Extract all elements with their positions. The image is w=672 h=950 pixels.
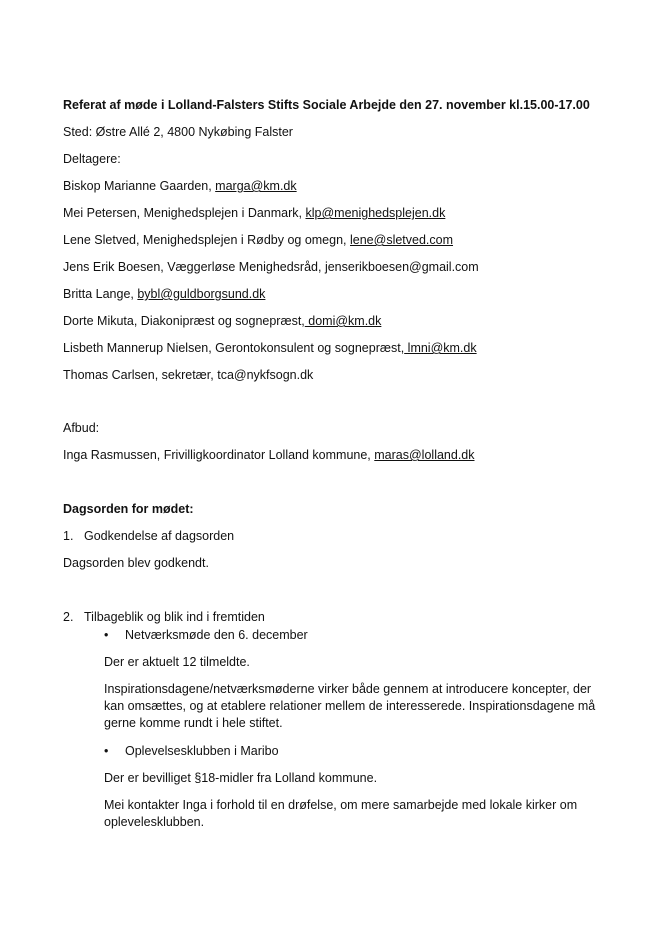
participant-text: Britta Lange, [63, 287, 138, 301]
participant-row [63, 286, 265, 302]
email-link[interactable]: klp@menighedsplejen.dk [305, 206, 446, 220]
bullet-text: Der er aktuelt 12 tilmeldte. [104, 655, 250, 669]
bullet-text: oplevelesklubben. [104, 815, 205, 829]
participant-row [63, 205, 445, 221]
participant-row [63, 340, 477, 356]
participants-label: Deltagere: [63, 152, 121, 166]
bullet-icon: • [104, 628, 109, 642]
meeting-location: Sted: Østre Allé 2, 4800 Nykøbing Falster [63, 125, 293, 139]
agenda-item-number: 1. [63, 529, 74, 543]
participant-text: Lene Sletved, Menighedsplejen i Rødby og omegn, [63, 233, 350, 247]
absent-row [63, 447, 475, 463]
bullet-text: gerne komme rundt i hele stiftet. [104, 716, 283, 730]
page-title: Referat af møde i Lolland-Falsters Stifts Sociale Arbejde den 27. november kl.15.00-17.00 [63, 98, 590, 112]
participant-text: Biskop Marianne Gaarden, [63, 179, 216, 193]
absent-label: Afbud: [63, 421, 100, 435]
participant-text: Thomas Carlsen, sekretær, tca@nykfsogn.dk [63, 368, 314, 382]
agenda-item-title: Godkendelse af dagsorden [84, 529, 235, 543]
agenda-item-title: Tilbageblik og blik ind i fremtiden [84, 610, 265, 624]
participant-row [63, 313, 381, 329]
bullet-icon: • [104, 744, 109, 758]
email-link[interactable]: lene@sletved.com [350, 233, 454, 247]
bullet-text: Der er bevilliget §18-midler fra Lolland kommune. [104, 771, 378, 785]
bullet-text: Mei kontakter Inga i forhold til en drøfelse, om mere samarbejde med lokale kirker om [104, 798, 578, 812]
email-link[interactable]: lmni@km.dk [404, 341, 477, 355]
bullet-heading: Oplevelsesklubben i Maribo [125, 744, 279, 758]
participant-text: Mei Petersen, Menighedsplejen i Danmark, [63, 206, 306, 220]
participant-row [63, 259, 479, 275]
email-link[interactable]: bybl@guldborgsund.dk [137, 287, 266, 301]
participant-row [63, 232, 453, 248]
agenda-item-text: Dagsorden blev godkendt. [63, 556, 209, 570]
participant-row [63, 367, 313, 383]
email-link[interactable]: domi@km.dk [304, 314, 382, 328]
participant-text: Lisbeth Mannerup Nielsen, Gerontokonsulent og sognepræst, [63, 341, 405, 355]
participant-text: Dorte Mikuta, Diakonipræst og sognepræst, [63, 314, 305, 328]
bullet-heading: Netværksmøde den 6. december [125, 628, 308, 642]
absent-text: Inga Rasmussen, Frivilligkoordinator Lolland kommune, [63, 448, 375, 462]
agenda-title: Dagsorden for mødet: [63, 502, 194, 516]
participant-text: Jens Erik Boesen, Væggerløse Menighedsråd, jenserikboesen@gmail.com [63, 260, 479, 274]
agenda-item-number: 2. [63, 610, 74, 624]
email-link[interactable]: maras@lolland.dk [374, 448, 475, 462]
participant-row [63, 178, 297, 194]
email-link[interactable]: marga@km.dk [215, 179, 297, 193]
bullet-text: kan omsættes, og at etablere relationer mellem de interesserede. Inspirationsdagene må [104, 699, 596, 713]
bullet-text: Inspirationsdagene/netværksmøderne virker både gennem at introducere koncepter, der [104, 682, 592, 696]
